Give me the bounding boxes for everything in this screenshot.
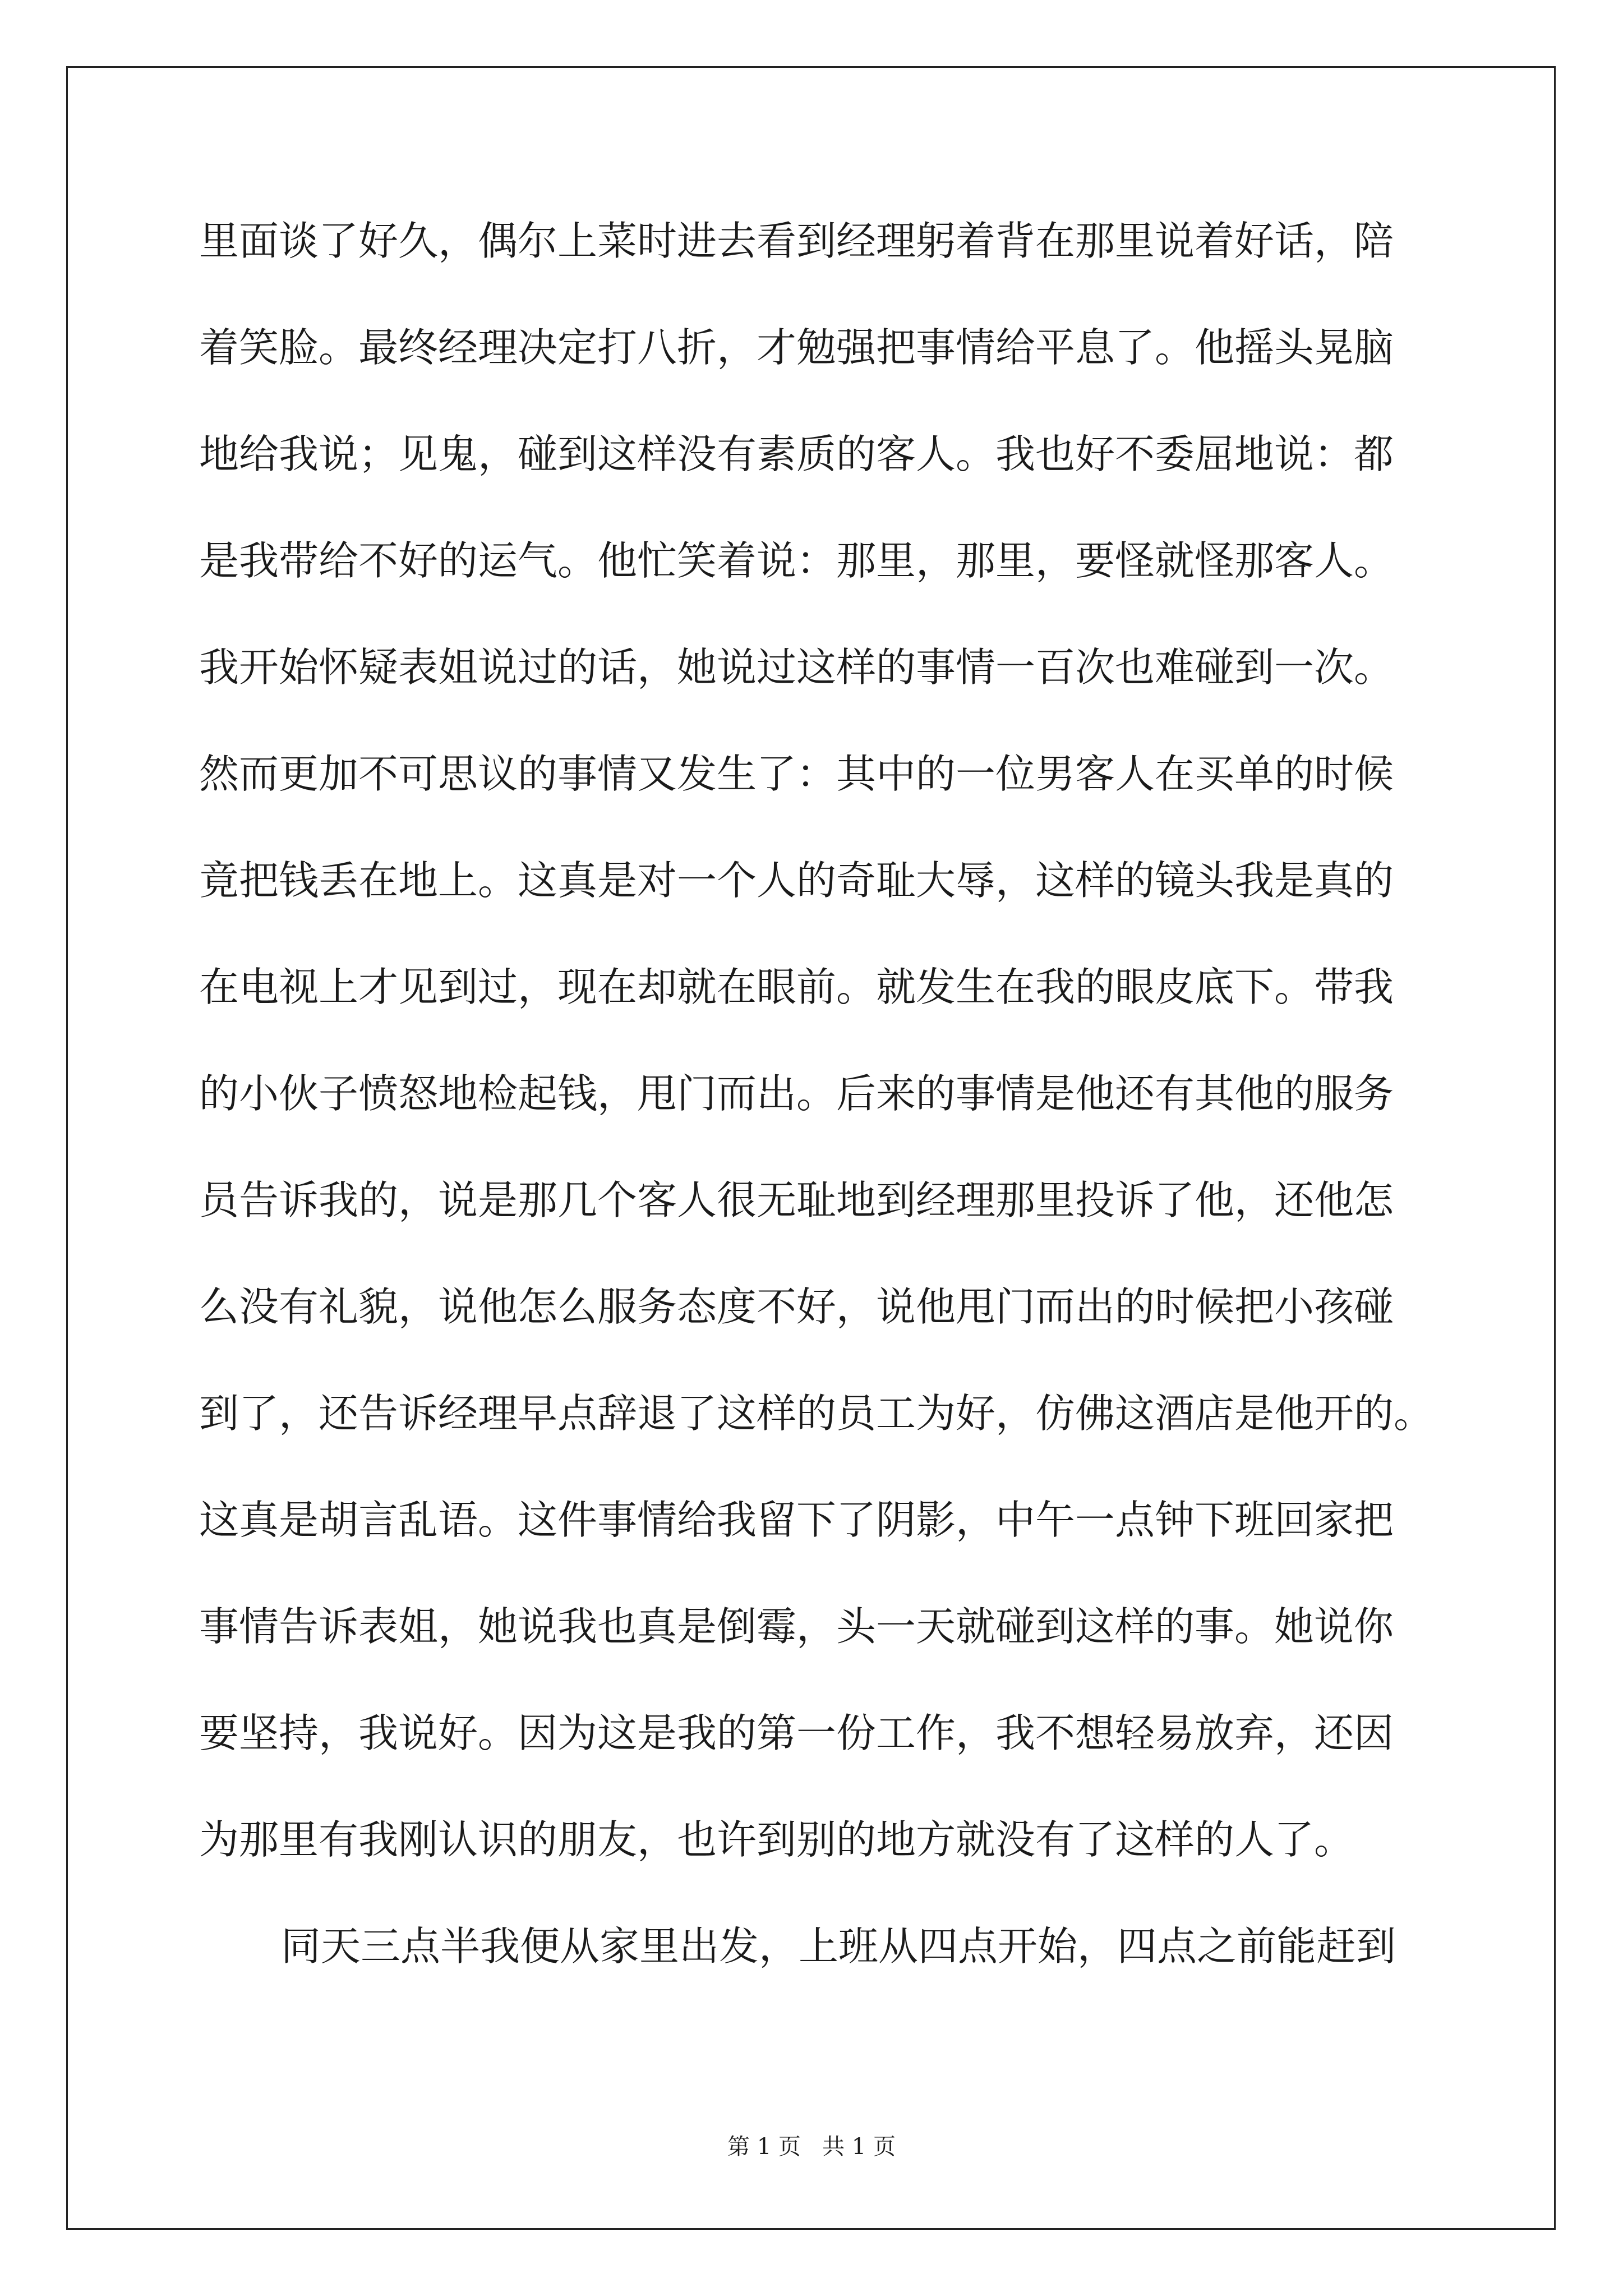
- text-line: 这真是胡言乱语。这件事情给我留下了阴影，中午一点钟下班回家把: [199, 1497, 1394, 1543]
- text-line: 竟把钱丢在地上。这真是对一个人的奇耻大辱，这样的镜头我是真的: [199, 857, 1394, 904]
- text-line: 在电视上才见到过，现在却就在眼前。就发生在我的眼皮底下。带我: [199, 964, 1394, 1010]
- text-line: 到了，还告诉经理早点辞退了这样的员工为好，仿佛这酒店是他开的。: [199, 1390, 1434, 1437]
- text-line: 地给我说；见鬼，碰到这样没有素质的客人。我也好不委屈地说：都: [199, 431, 1394, 477]
- document-body: [199, 208, 1433, 2019]
- text-line: 然而更加不可思议的事情又发生了：其中的一位男客人在买单的时候: [199, 751, 1394, 797]
- text-line: 员告诉我的，说是那几个客人很无耻地到经理那里投诉了他，还他怎: [199, 1177, 1394, 1223]
- text-line: 要坚持，我说好。因为这是我的第一份工作，我不想轻易放弃，还因: [199, 1710, 1394, 1756]
- text-line: 着笑脸。最终经理决定打八折，才勉强把事情给平息了。他摇头晃脑: [199, 324, 1394, 371]
- text-line: 么没有礼貌，说他怎么服务态度不好，说他甩门而出的时候把小孩碰: [199, 1283, 1394, 1330]
- page-number-label: 第 1 页 共 1 页: [727, 2134, 896, 2160]
- text-line: 的小伙子愤怒地检起钱，甩门而出。后来的事情是他还有其他的服务: [199, 1070, 1394, 1117]
- text-line: 事情告诉表姐，她说我也真是倒霉，头一天就碰到这样的事。她说你: [199, 1603, 1394, 1650]
- text-line: 为那里有我刚认识的朋友，也许到别的地方就没有了这样的人了。: [199, 1816, 1354, 1863]
- page-footer: [0, 2129, 1623, 2161]
- paragraph-start-line: 同天三点半我便从家里出发，上班从四点开始，四点之前能赶到: [281, 1923, 1396, 1970]
- text-line: 我开始怀疑表姐说过的话，她说过这样的事情一百次也难碰到一次。: [199, 644, 1394, 691]
- text-line: 里面谈了好久，偶尔上菜时进去看到经理躬着背在那里说着好话，陪: [199, 218, 1394, 264]
- text-line: 是我带给不好的运气。他忙笑着说：那里，那里，要怪就怪那客人。: [199, 537, 1394, 584]
